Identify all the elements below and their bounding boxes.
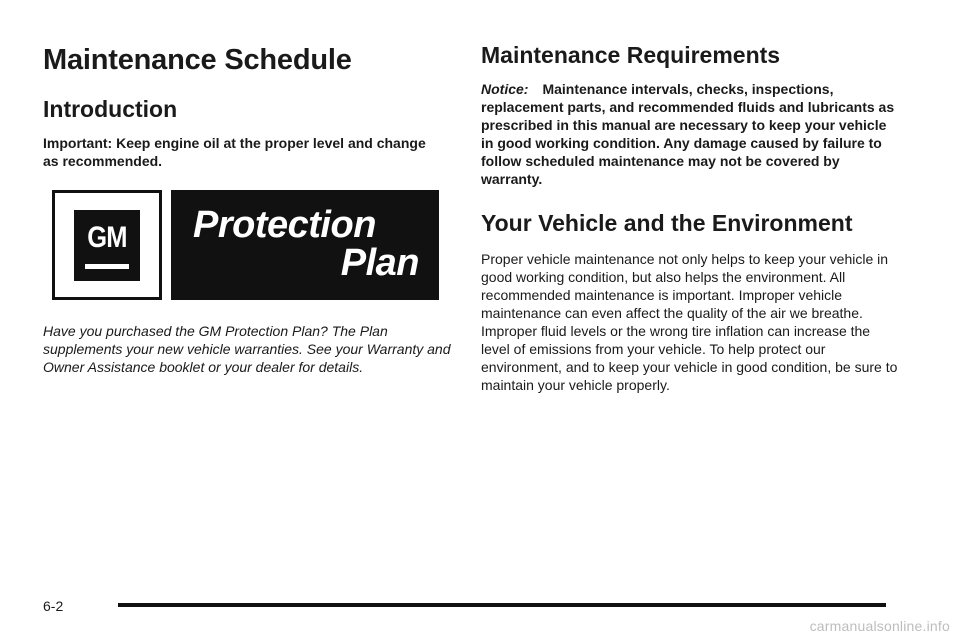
notice-block [481, 80, 901, 188]
watermark: carmanualsonline.info [809, 618, 950, 634]
important-note: Important: Keep engine oil at the proper level and change as recommended. [43, 135, 426, 169]
left-column [43, 40, 443, 170]
footer-divider [118, 603, 886, 607]
maintenance-requirements-heading: Maintenance Requirements [481, 42, 781, 68]
environment-paragraph: Proper vehicle maintenance not only helps to keep your vehicle in good working condition, but also helps the environment. All recommended maintenance is important. Improper vehicle maintenance can even affect the quality of the air we breathe. Improper fluid levels or the wrong tire inflation can increase the level of emissions from your vehicle. To help protect our environment, and to keep your vehicle in good condition, be sure to maintain your vehicle properly. [481, 251, 898, 393]
gm-logo-underline [85, 264, 129, 269]
protection-plan-line2: Plan [340, 242, 419, 284]
protection-plan-line1: Protection [193, 204, 376, 246]
right-column [481, 40, 901, 394]
gm-logo [52, 190, 162, 300]
page-title: Maintenance Schedule [43, 44, 352, 76]
gm-protection-plan-banner [52, 190, 439, 300]
notice-label: Notice: [481, 81, 529, 97]
gm-logo-text: GM [87, 221, 127, 254]
page-number: 6-2 [43, 598, 64, 614]
gm-logo-mark [74, 210, 140, 281]
notice-text: Maintenance intervals, checks, inspections, replacement parts, and recommended fluids and lubricants as prescribed in this manual are necessary to keep your vehicle in good working condition. Any damage caused by failure to follow scheduled maintenance may not be covered by warranty. [481, 81, 895, 187]
environment-heading: Your Vehicle and the Environment [481, 210, 853, 236]
introduction-heading: Introduction [43, 96, 178, 122]
protection-plan-paragraph: Have you purchased the GM Protection Plan? The Plan supplements your new vehicle warranties. See your Warranty and Owner Assistance booklet or your dealer for details. [43, 323, 451, 375]
protection-plan-logo [171, 190, 439, 300]
